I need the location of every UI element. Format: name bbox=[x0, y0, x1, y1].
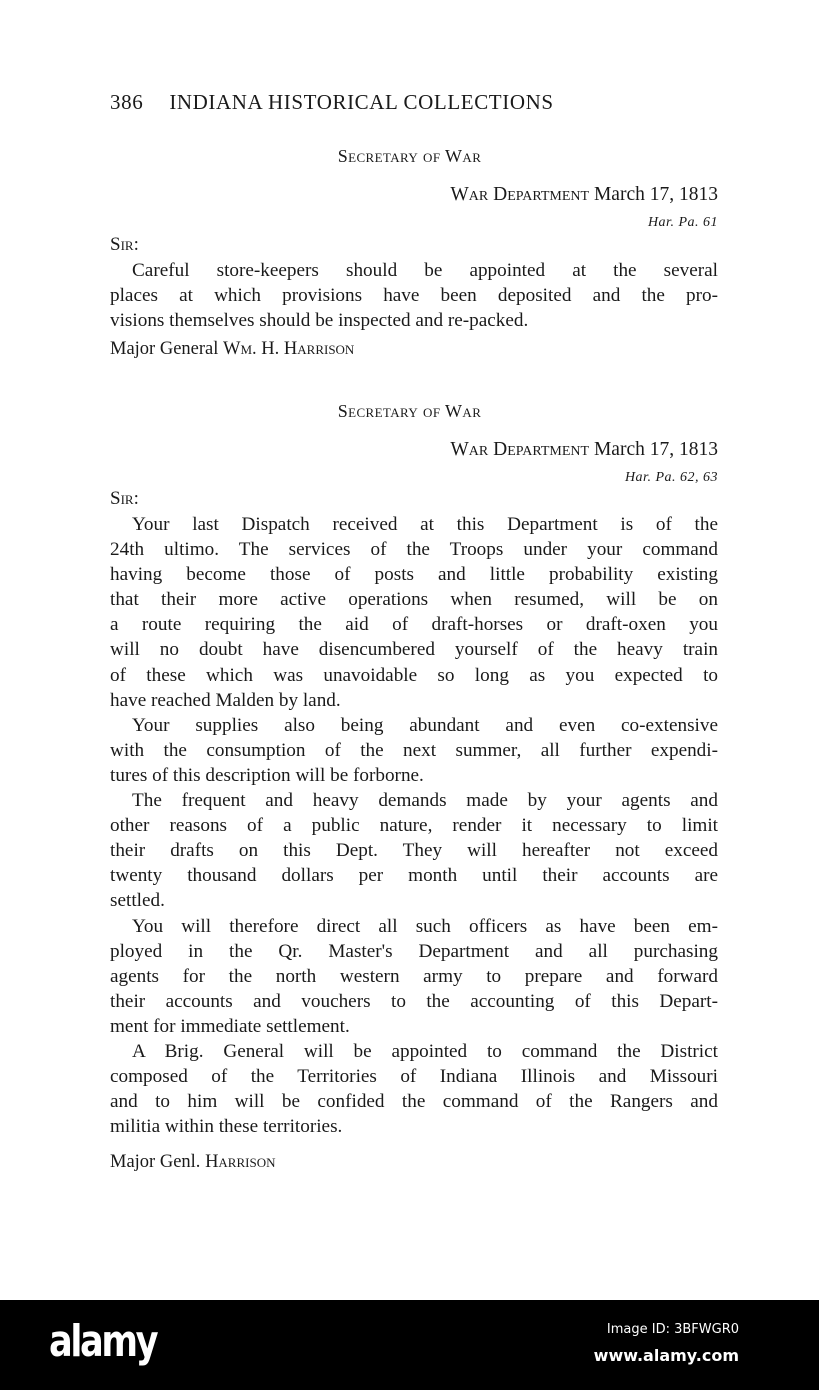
text-line: a route requiring the aid of draft-horses or draft-oxen you bbox=[110, 614, 718, 636]
letter-2-body bbox=[110, 512, 718, 1139]
text-line: Your last Dispatch received at this Department is of the bbox=[132, 514, 718, 535]
text-line: composed of the Territories of Indiana Illinois and Missouri bbox=[110, 1066, 718, 1088]
text-line: You will therefore direct all such officers as have been em- bbox=[132, 915, 718, 937]
letter-1-dateline bbox=[450, 184, 718, 206]
sign-name: Wm. H. Harrison bbox=[223, 339, 355, 359]
text-line: having become those of posts and little probability existing bbox=[110, 564, 718, 586]
letter-2-reference: Har. Pa. 62, 63 bbox=[624, 470, 718, 485]
image-id: Image ID: 3BFWGR0 bbox=[606, 1322, 739, 1337]
book-title: INDIANA HISTORICAL COLLECTIONS bbox=[169, 90, 554, 114]
sign-prefix: Major Genl. bbox=[110, 1152, 201, 1172]
text-line: A Brig. General will be appointed to command the District bbox=[132, 1040, 718, 1062]
text-line: will no doubt have disencumbered yourself of the heavy train bbox=[110, 639, 718, 661]
letter-1-body bbox=[110, 258, 718, 333]
text-line: with the consumption of the next summer, all further expendi- bbox=[110, 739, 718, 761]
text-line: have reached Malden by land. bbox=[110, 689, 341, 711]
text-line: militia within these territories. bbox=[110, 1116, 343, 1138]
date: March 17, 1813 bbox=[593, 184, 718, 205]
letter-2-signature bbox=[110, 1152, 276, 1173]
letter-1-salutation: Sir: bbox=[110, 234, 139, 255]
text-line: 24th ultimo. The services of the Troops under your command bbox=[110, 539, 718, 561]
page-number: 386 bbox=[110, 90, 144, 114]
text-line: other reasons of a public nature, render it necessary to limit bbox=[110, 815, 718, 837]
text-line: of these which was unavoidable so long as you expected to bbox=[110, 664, 718, 686]
date: March 17, 1813 bbox=[593, 439, 718, 460]
alamy-logo: alamy bbox=[49, 1316, 157, 1367]
text-line: their drafts on this Dept. They will hereafter not exceed bbox=[110, 840, 718, 862]
letter-2-dateline bbox=[450, 439, 718, 461]
text-line: Your supplies also being abundant and even co-extensive bbox=[132, 714, 718, 736]
text-line: settled. bbox=[110, 890, 165, 912]
text-line: agents for the north western army to prepare and forward bbox=[110, 965, 718, 987]
text-line: The frequent and heavy demands made by your agents and bbox=[132, 790, 718, 812]
text-line: ment for immediate settlement. bbox=[110, 1015, 350, 1037]
watermark-bar bbox=[0, 1300, 819, 1390]
letter-1-reference: Har. Pa. 61 bbox=[647, 215, 718, 230]
text-line: tures of this description will be forborne. bbox=[110, 764, 424, 786]
text-line: and to him will be confided the command of the Rangers and bbox=[110, 1091, 718, 1113]
sign-name: Harrison bbox=[205, 1152, 276, 1172]
letter-2-title: Secretary of War bbox=[337, 401, 482, 421]
letter-2-salutation: Sir: bbox=[110, 488, 139, 509]
letter-1-title: Secretary of War bbox=[337, 146, 482, 166]
text-line: twenty thousand dollars per month until their accounts are bbox=[110, 865, 718, 887]
text-line: places at which provisions have been deposited and the pro- bbox=[110, 285, 718, 307]
text-line: ployed in the Qr. Master's Department and all purchasing bbox=[110, 940, 718, 962]
text-line: that their more active operations when resumed, will be on bbox=[110, 589, 718, 611]
watermark-url: www.alamy.com bbox=[593, 1346, 739, 1365]
text-line: Careful store-keepers should be appointed at the several bbox=[132, 260, 718, 281]
dept: War Department bbox=[450, 439, 590, 460]
dept: War Department bbox=[450, 184, 590, 205]
running-header bbox=[110, 90, 554, 115]
sign-prefix: Major General bbox=[110, 339, 219, 359]
text-line: visions themselves should be inspected and re-packed. bbox=[110, 310, 529, 332]
text-line: their accounts and vouchers to the accounting of this Depart- bbox=[110, 990, 718, 1012]
letter-1-signature bbox=[110, 339, 354, 360]
